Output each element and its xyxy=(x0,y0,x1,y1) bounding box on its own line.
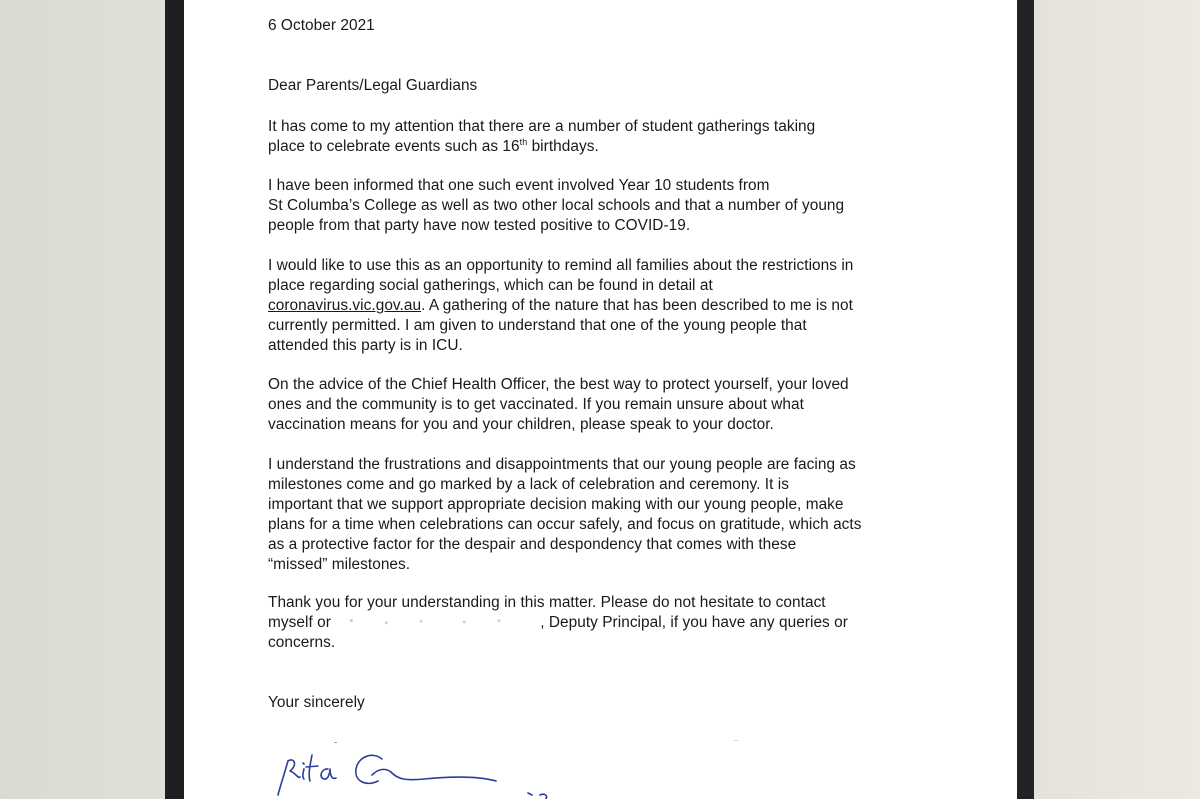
coronavirus-link[interactable]: coronavirus.vic.gov.au xyxy=(268,297,422,314)
letter-body xyxy=(268,16,968,711)
paragraph-line: milestones come and go marked by a lack of celebration and ceremony. It is xyxy=(268,476,789,493)
text-span: . A gathering of the nature that has been described to me is not xyxy=(421,297,853,314)
paragraph-restrictions xyxy=(268,256,853,356)
paragraph-milestones xyxy=(268,455,862,575)
redacted-name xyxy=(335,615,540,629)
signature-stroke xyxy=(540,794,547,799)
ordinal-suffix: th xyxy=(519,137,528,147)
paragraph-vaccination xyxy=(268,375,849,435)
letter-date: 6 October 2021 xyxy=(268,17,375,34)
paragraph-line: I would like to use this as an opportunity to remind all families about the restrictions in xyxy=(268,257,854,274)
paragraph-line: people from that party have now tested positive to COVID-19. xyxy=(268,217,691,234)
paragraph-line xyxy=(268,296,853,316)
paragraph-gatherings xyxy=(268,117,815,157)
paragraph-line: Thank you for your understanding in this matter. Please do not hesitate to contact xyxy=(268,594,826,611)
paragraph-line xyxy=(268,613,848,633)
signature-stroke xyxy=(306,766,318,767)
text-span: birthdays. xyxy=(527,138,599,155)
ink-mark xyxy=(734,740,738,741)
signature-stroke xyxy=(303,763,304,764)
salutation: Dear Parents/Legal Guardians xyxy=(268,77,478,94)
frame-left-edge xyxy=(165,0,184,799)
paragraph-line xyxy=(268,137,815,157)
paragraph-line: currently permitted. I am given to understand that one of the young people that xyxy=(268,317,807,334)
paragraph-line: On the advice of the Chief Health Officer, the best way to protect yourself, your loved xyxy=(268,376,849,393)
text-span: myself or xyxy=(268,614,336,631)
handwritten-signature xyxy=(274,735,564,799)
paragraph-line: It has come to my attention that there are a number of student gatherings taking xyxy=(268,118,816,135)
paragraph-line: vaccination means for you and your children, please speak to your doctor. xyxy=(268,416,774,433)
paragraph-line: St Columba’s College as well as two other local schools and that a number of young xyxy=(268,197,845,214)
paragraph-line: place regarding social gatherings, which can be found in detail at xyxy=(268,277,713,294)
paragraph-line: as a protective factor for the despair and despondency that comes with these xyxy=(268,536,797,553)
paragraph-line: concerns. xyxy=(268,634,336,651)
signature-stroke xyxy=(288,760,300,777)
signature-stroke xyxy=(372,769,496,781)
text-span: place to celebrate events such as 16 xyxy=(268,138,520,155)
frame-right-edge xyxy=(1017,0,1034,799)
paragraph-line: plans for a time when celebrations can occur safely, and focus on gratitude, which acts xyxy=(268,516,862,533)
signature-stroke xyxy=(356,755,382,783)
closing: Your sincerely xyxy=(268,694,365,711)
paragraph-line: “missed” milestones. xyxy=(268,556,411,573)
paragraph-line: I have been informed that one such event involved Year 10 students from xyxy=(268,177,770,194)
signature-stroke xyxy=(303,769,304,779)
signature-stroke xyxy=(309,755,312,781)
signature-stroke xyxy=(278,761,288,795)
background-left xyxy=(0,0,165,799)
paragraph-line: I understand the frustrations and disappointments that our young people are facing as xyxy=(268,456,856,473)
paragraph-line: ones and the community is to get vaccinated. If you remain unsure about what xyxy=(268,396,804,413)
paragraph-contact xyxy=(268,593,848,653)
paragraph-event xyxy=(268,176,844,236)
signature-stroke xyxy=(528,793,532,795)
text-span: , Deputy Principal, if you have any queries or xyxy=(540,614,848,631)
letter-page xyxy=(184,0,1017,799)
signature-stroke xyxy=(321,769,336,779)
paragraph-line: important that we support appropriate decision making with our young people, make xyxy=(268,496,844,513)
paragraph-line: attended this party is in ICU. xyxy=(268,337,463,354)
background-right xyxy=(1035,0,1200,799)
